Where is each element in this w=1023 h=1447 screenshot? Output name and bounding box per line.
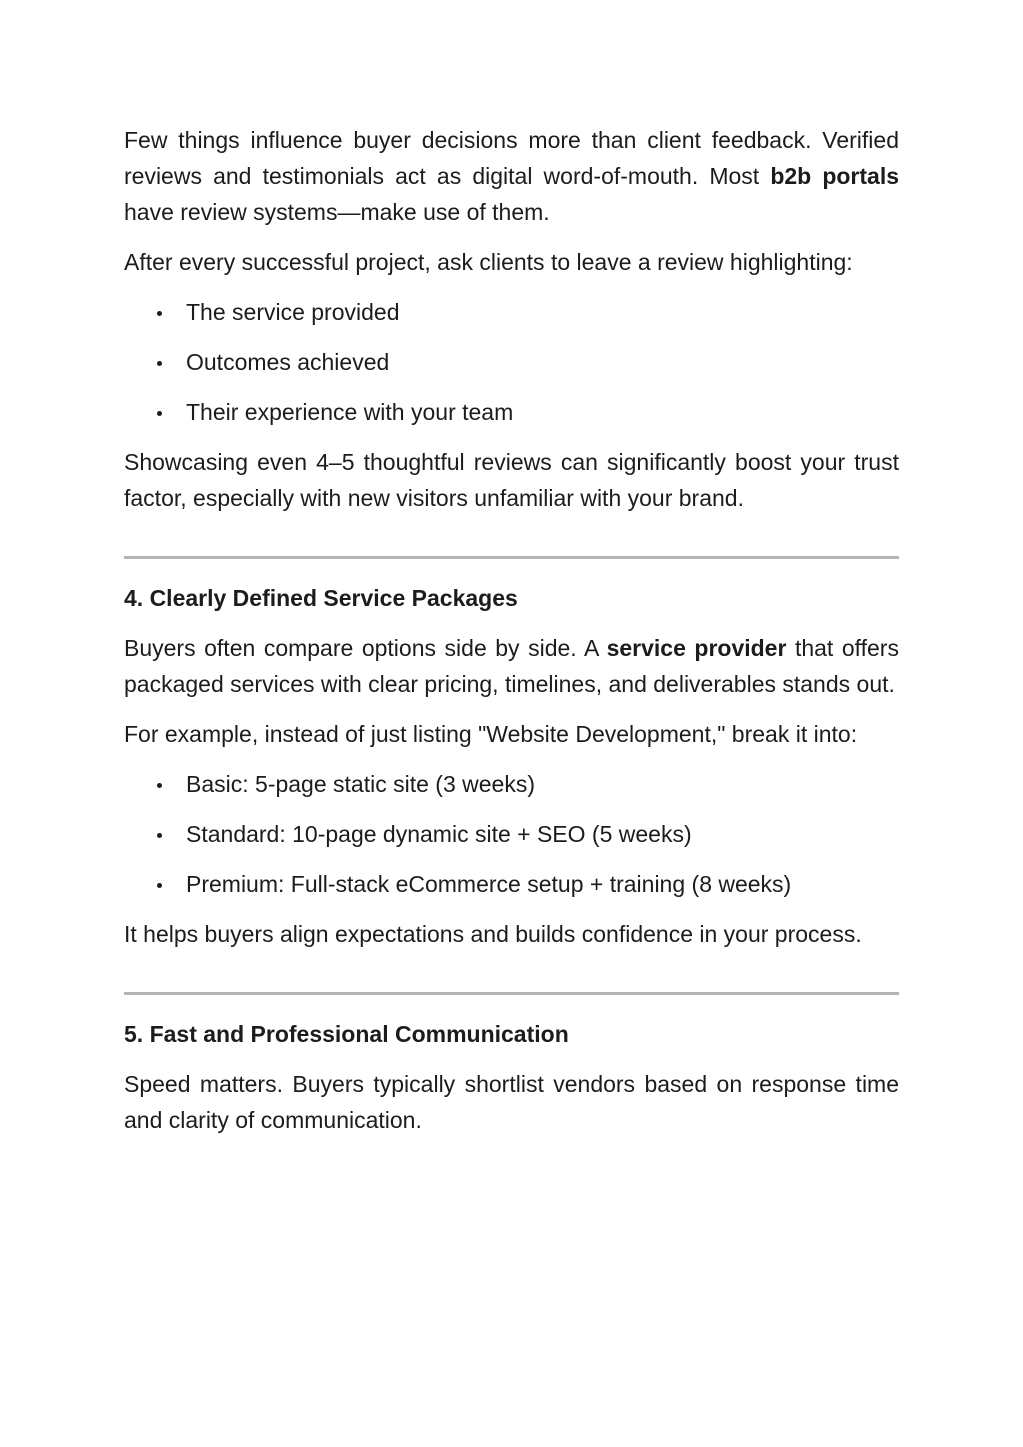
intro-paragraph-1	[124, 122, 899, 230]
list-item: The service provided	[186, 294, 899, 330]
list-item: Their experience with your team	[186, 394, 899, 430]
section-4-paragraph-1	[124, 630, 899, 702]
intro-paragraph-1-tail: have review systems—make use of them.	[124, 199, 550, 225]
section-4-paragraph-1-text: Buyers often compare options side by side. A	[124, 635, 607, 661]
document-page	[124, 122, 899, 1138]
intro-paragraph-3: Showcasing even 4–5 thoughtful reviews can significantly boost your trust factor, especially with new visitors unfamiliar with your brand.	[124, 449, 899, 511]
section-4-paragraph-3: It helps buyers align expectations and builds confidence in your process.	[124, 921, 862, 947]
list-item: Premium: Full-stack eCommerce setup + training (8 weeks)	[186, 866, 899, 902]
section-divider	[124, 992, 899, 995]
service-packages-list	[124, 766, 899, 902]
list-item: Outcomes achieved	[186, 344, 899, 380]
section-5-heading: 5. Fast and Professional Communication	[124, 1021, 569, 1047]
service-provider-bold: service provider	[606, 635, 787, 661]
list-item: Standard: 10-page dynamic site + SEO (5 weeks)	[186, 816, 899, 852]
intro-paragraph-1-text: Few things influence buyer decisions more than client feedback. Verified reviews and testimonials act as digital word-of-mouth. Most	[124, 127, 899, 189]
section-4-paragraph-2: For example, instead of just listing "Website Development," break it into:	[124, 721, 858, 747]
b2b-portals-bold: b2b portals	[770, 163, 900, 189]
section-divider	[124, 556, 899, 559]
review-highlights-list	[124, 294, 899, 430]
section-4-heading: 4. Clearly Defined Service Packages	[124, 585, 518, 611]
intro-paragraph-2: After every successful project, ask clients to leave a review highlighting:	[124, 249, 853, 275]
section-4-paragraph-1-tail: that offers packaged services with clear pricing, timelines, and deliverables stands out.	[124, 635, 899, 697]
list-item: Basic: 5-page static site (3 weeks)	[186, 766, 899, 802]
section-5-paragraph-1: Speed matters. Buyers typically shortlist vendors based on response time and clarity of communication.	[124, 1071, 899, 1133]
